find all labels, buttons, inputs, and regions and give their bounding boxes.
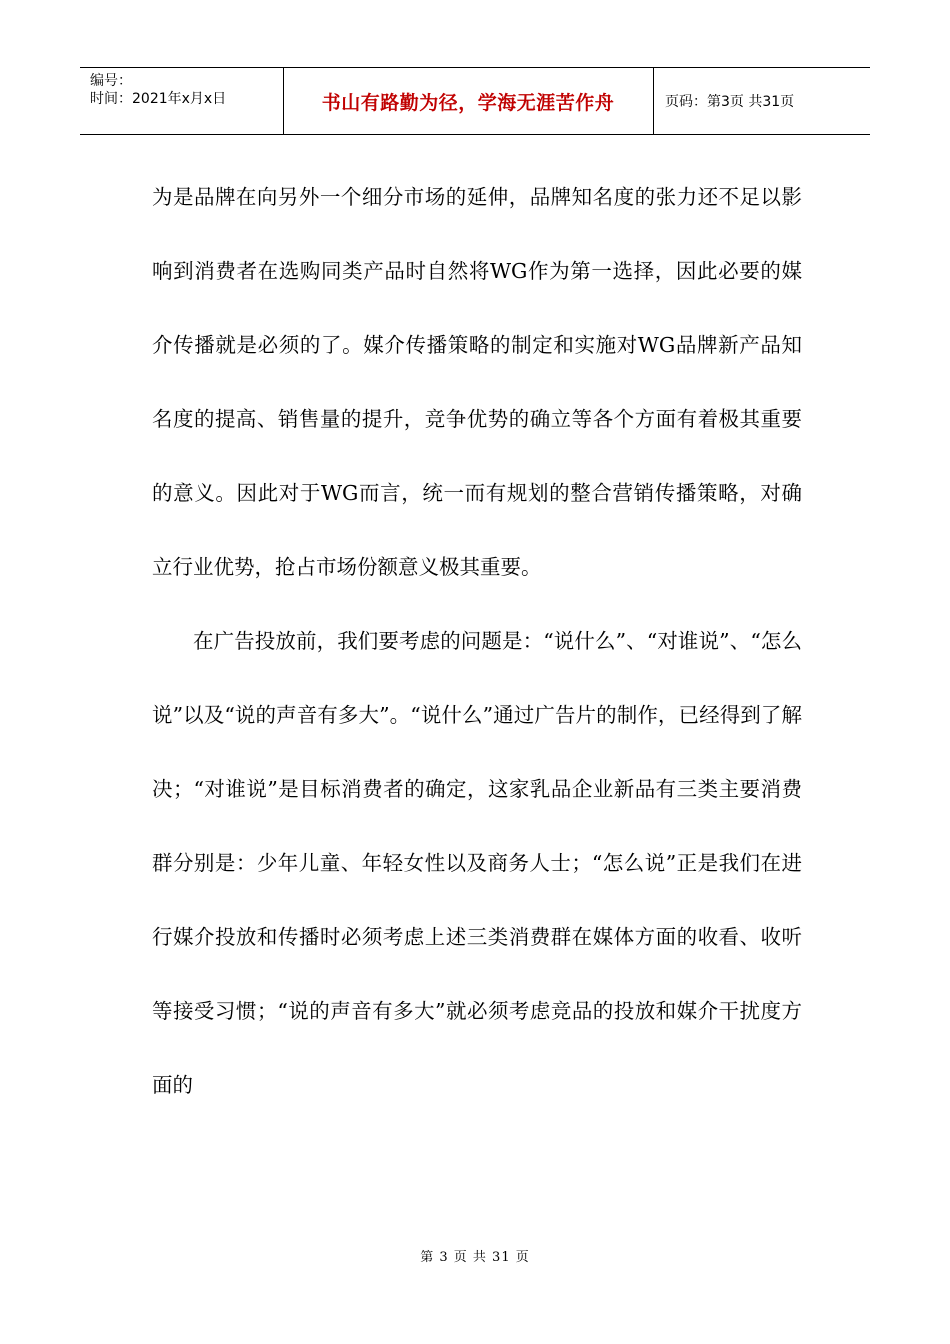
document-date: 时间：2021年x月x日: [90, 91, 227, 107]
body-paragraph-1: 为是品牌在向另外一个细分市场的延伸，品牌知名度的张力还不足以影响到消费者在选购同类产品时自然将WG作为第一选择，因此必要的媒介传播就是必须的了。媒介传播策略的制定和实施对WG品牌新产品知名度的提高、销售量的提升，竞争优势的确立等各个方面有着极其重要的意义。因此对于WG而言，统一而有规划的整合营销传播策略，对确立行业优势，抢占市场份额意义极其重要。: [152, 185, 802, 579]
header-meta: [90, 72, 226, 108]
header-divider-right: [653, 68, 654, 134]
document-number-label: 编号：: [90, 73, 132, 89]
page-footer: 第 3 页 共 31 页: [420, 1250, 530, 1265]
document-body: [152, 160, 802, 1122]
page-header: [80, 67, 870, 135]
header-motto: 书山有路勤为径，学海无涯苦作舟: [321, 91, 615, 114]
body-paragraph-2: 在广告投放前，我们要考虑的问题是：“说什么”、“对谁说”、“怎么说”以及“说的声音有多大”。“说什么”通过广告片的制作，已经得到了解决；“对谁说”是目标消费者的确定，这家乳品企业新品有三类主要消费群分别是：少年儿童、年轻女性以及商务人士；“怎么说”正是我们在进行媒介投放和传播时必须考虑上述三类消费群在媒体方面的收看、收听等接受习惯；“说的声音有多大”就必须考虑竞品的投放和媒介干扰度方面的: [152, 629, 802, 1097]
header-page-info: 页码：第3页 共31页: [665, 94, 795, 110]
